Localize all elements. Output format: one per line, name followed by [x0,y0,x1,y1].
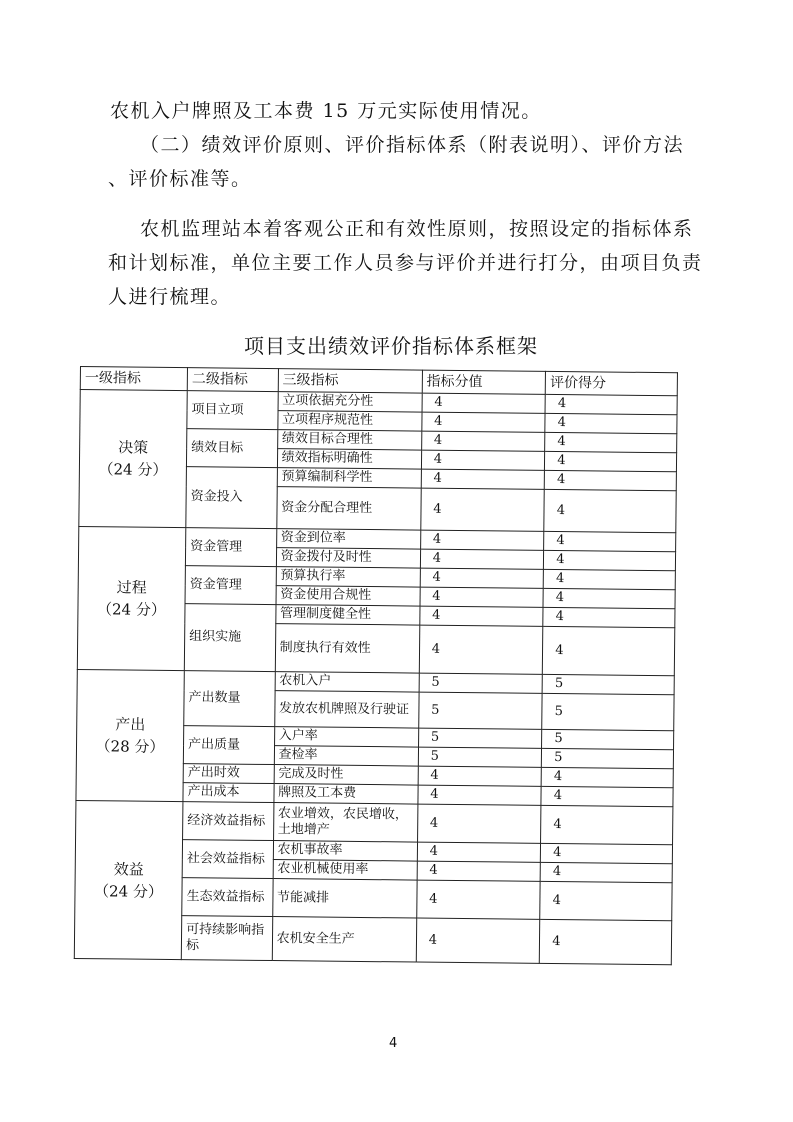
result-cell: 4 [543,626,675,675]
level1-score: （24 分） [94,881,164,901]
level3-cell: 农机入户 [275,672,419,693]
value-cell: 5 [418,692,542,729]
level2-cell: 可持续影响指标 [181,916,272,961]
result-cell: 4 [544,489,676,532]
level3-cell: 管理制度健全性 [275,605,419,626]
level2-cell: 社会效益指标 [182,840,273,879]
level3-cell: 资金到位率 [276,529,420,550]
result-cell: 4 [541,786,673,806]
level1-name: 过程 [116,578,147,597]
level2-cell: 项目立项 [187,391,278,430]
value-cell: 4 [421,469,545,489]
result-cell: 4 [544,550,676,570]
level3-cell: 立项依据充分性 [278,392,422,413]
level2-cell: 产出质量 [183,726,274,765]
level3-cell: 农业机械使用率 [273,860,417,881]
value-cell: 4 [422,412,546,432]
header-level1: 一级指标 [80,367,187,391]
result-cell: 5 [542,748,674,768]
level1-cell [74,800,183,959]
value-cell: 5 [418,728,542,748]
result-cell: 5 [542,674,674,694]
level3-cell: 发放农机牌照及行驶证 [274,691,418,729]
level3-cell: 绩效目标合理性 [277,430,421,451]
level1-cell [77,526,186,670]
level3-cell: 入户率 [274,727,418,748]
level2-cell: 资金管理 [185,566,276,605]
level3-cell: 制度执行有效性 [275,624,420,674]
level3-cell: 农机安全生产 [272,917,417,963]
result-cell: 5 [542,729,674,749]
level2-cell: 生态效益指标 [182,878,273,917]
result-cell: 5 [542,693,674,730]
result-cell: 4 [545,432,677,452]
level3-cell: 农业增效，农民增收，土地增产 [273,803,417,843]
result-cell: 4 [540,862,672,882]
level2-cell: 资金管理 [185,528,276,567]
level3-cell: 查检率 [274,746,418,767]
level2-cell: 产出时效 [183,764,274,784]
result-cell: 4 [543,607,675,627]
evaluation-paragraph: 农机监理站本着客观公正和有效性原则，按照设定的指标体系和计划标准，单位主要工作人员参与评价并进行打分，由项目负责人进行梳理。 [108,218,703,308]
paragraph-line-1: 农机入户牌照及工本费 15 万元实际使用情况。 [110,100,542,122]
level1-name: 决策 [118,438,149,457]
result-cell: 4 [541,805,673,844]
value-cell: 4 [417,804,541,843]
performance-indicator-table [74,366,678,965]
result-cell: 4 [541,843,673,863]
level1-score: （24 分） [96,600,166,619]
header-value: 指标分值 [422,370,546,394]
value-cell: 4 [417,861,541,881]
level3-cell: 完成及时性 [274,765,418,786]
value-cell: 4 [420,587,544,607]
section-heading-2-continued: 、评价标准等。 [108,168,252,190]
value-cell: 4 [418,766,542,786]
level1-name: 产出 [115,715,146,734]
table-body [74,390,677,965]
header-level2: 二级指标 [187,368,278,392]
level3-cell: 资金分配合理性 [276,487,421,531]
result-cell: 4 [543,588,675,608]
level3-cell: 农机事故率 [273,841,417,862]
level3-cell: 立项程序规范性 [277,411,421,432]
value-cell: 4 [418,785,542,805]
value-cell: 4 [417,842,541,862]
section-heading-2: （二）绩效评价原则、评价指标体系（附表说明）、评价方法 [140,134,685,156]
result-cell: 4 [544,531,676,551]
level1-score: （24 分） [98,460,168,479]
level1-cell [79,390,187,528]
page-number: 4 [389,1036,398,1051]
table-title: 项目支出绩效评价指标体系框架 [244,334,538,358]
level2-cell: 资金投入 [186,467,277,529]
table-row [76,800,673,844]
result-cell: 4 [543,569,675,589]
value-cell: 4 [420,530,544,550]
level2-cell: 绩效目标 [186,429,277,468]
value-cell: 4 [422,393,546,413]
value-cell: 4 [416,880,540,919]
level2-cell: 产出数量 [184,671,275,727]
level1-name: 效益 [113,859,144,879]
level3-cell: 节能减排 [272,879,416,919]
level2-cell: 组织实施 [184,604,275,672]
result-cell: 4 [540,919,672,964]
level3-cell: 绩效指标明确性 [277,449,421,470]
value-cell: 5 [419,673,543,693]
level3-cell: 资金拨付及时性 [276,548,420,569]
value-cell: 4 [421,450,545,470]
level3-cell: 资金使用合规性 [276,586,420,607]
value-cell: 4 [420,606,544,626]
result-cell: 4 [540,881,672,920]
level2-cell: 经济效益指标 [183,802,274,841]
header-level3: 三级指标 [278,369,422,394]
result-cell: 4 [544,470,676,490]
value-cell: 5 [418,747,542,767]
value-cell: 4 [419,625,543,674]
result-cell: 4 [541,767,673,787]
value-cell: 4 [416,918,540,963]
level3-cell: 预算执行率 [276,567,420,588]
level2-cell: 产出成本 [183,783,274,803]
level3-cell: 预算编制科学性 [277,468,421,489]
value-cell: 4 [421,431,545,451]
header-result: 评价得分 [545,371,677,395]
level1-score: （28 分） [95,737,165,756]
value-cell: 4 [420,549,544,569]
level3-cell: 牌照及工本费 [274,784,418,805]
result-cell: 4 [545,394,677,414]
value-cell: 4 [421,488,545,531]
value-cell: 4 [420,568,544,588]
result-cell: 4 [545,451,677,471]
level1-cell [76,669,184,801]
result-cell: 4 [545,413,677,433]
